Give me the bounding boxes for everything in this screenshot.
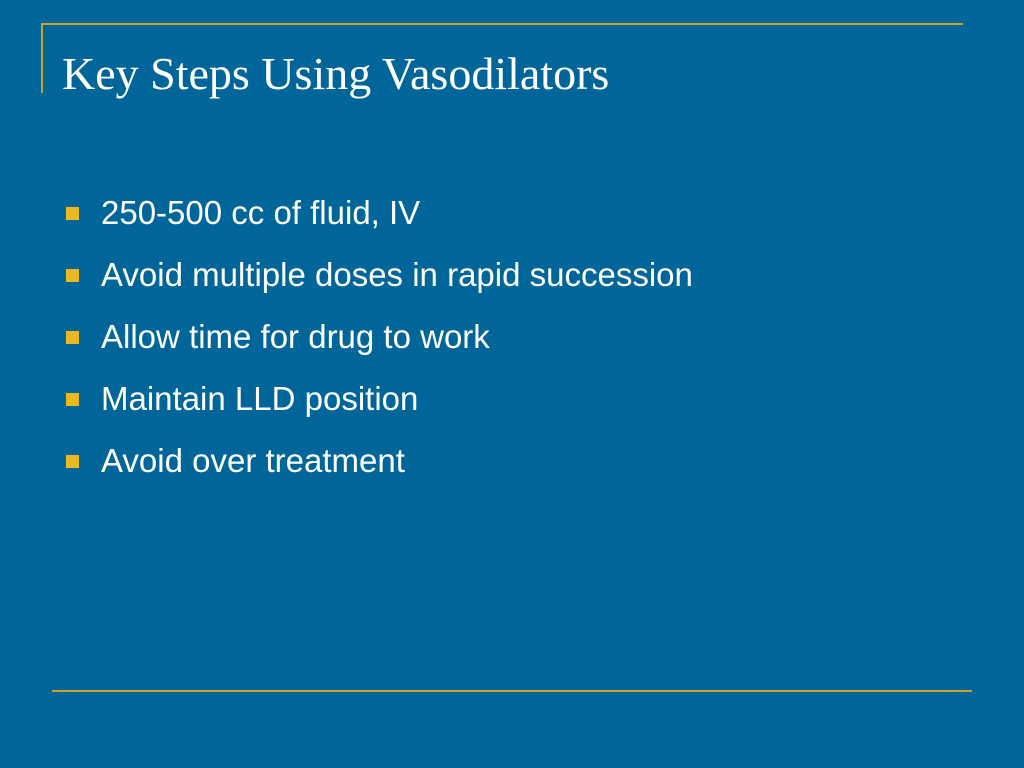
- bullet-text: Allow time for drug to work: [101, 318, 490, 355]
- square-bullet-icon: [66, 269, 79, 282]
- bottom-accent-line: [52, 690, 972, 692]
- square-bullet-icon: [66, 455, 79, 468]
- bullet-text: 250-500 cc of fluid, IV: [101, 194, 421, 231]
- bullet-text: Avoid multiple doses in rapid succession: [101, 256, 693, 293]
- square-bullet-icon: [66, 331, 79, 344]
- bullet-item: [62, 182, 693, 244]
- bullet-item: [62, 244, 693, 306]
- top-accent-line: [43, 23, 963, 25]
- slide-title: Key Steps Using Vasodilators: [62, 48, 610, 99]
- square-bullet-icon: [66, 207, 79, 220]
- square-bullet-icon: [66, 393, 79, 406]
- bullet-list: [62, 182, 693, 492]
- bullet-text: Avoid over treatment: [101, 442, 405, 479]
- bullet-item: [62, 306, 693, 368]
- bullet-item: [62, 430, 693, 492]
- bullet-text: Maintain LLD position: [101, 380, 419, 417]
- left-accent-line: [41, 23, 43, 93]
- bullet-item: [62, 368, 693, 430]
